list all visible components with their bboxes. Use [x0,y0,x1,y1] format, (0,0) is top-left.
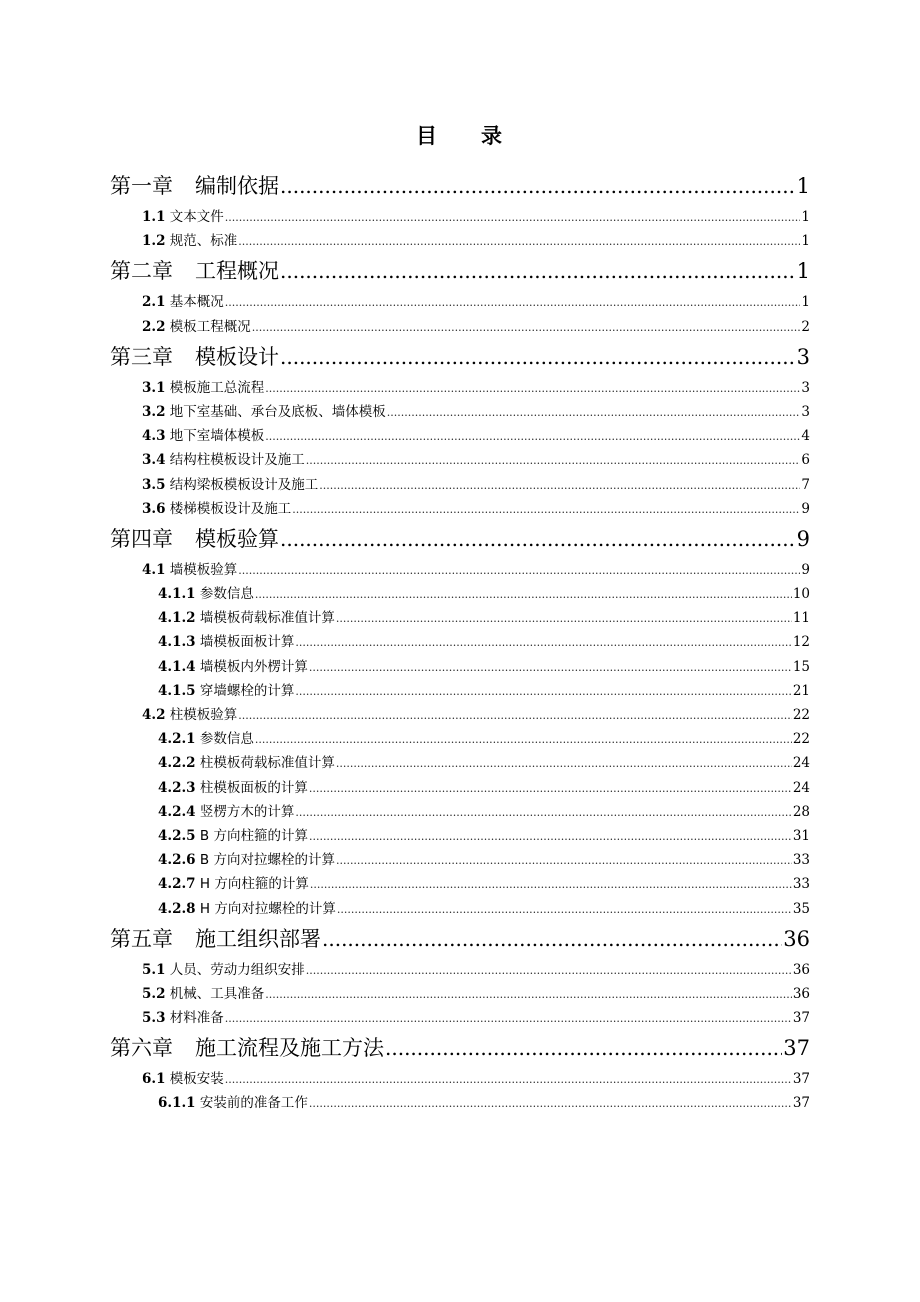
toc-page-number: 1 [801,233,810,250]
toc-entry-text: 人员、劳动力组织安排 [169,961,305,978]
toc-entry-text: 安装前的准备工作 [199,1095,308,1112]
toc-entry-text: 墙模板内外楞计算 [199,658,308,675]
toc-entry-number: 第三章 [110,344,173,369]
toc-entry-number: 第六章 [110,1036,173,1061]
toc-entry-label [158,1091,308,1111]
toc-entry-text: 结构梁板模板设计及施工 [169,476,319,493]
toc-leader-dots [322,927,782,951]
toc-leader-dots [238,709,792,722]
toc-section-entry[interactable] [110,1067,810,1091]
toc-entry-text: 墙模板面板计算 [199,634,295,651]
toc-leader-dots [309,830,792,843]
toc-leader-dots [280,527,796,551]
toc-entry-number: 4.1.3 [158,634,196,651]
toc-section-entry[interactable] [110,897,810,921]
toc-leader-dots [309,1097,792,1110]
toc-entry-number: 4.2.4 [158,803,196,820]
toc-title [0,120,920,150]
toc-entry-text: 材料准备 [169,1010,224,1027]
toc-section-entry[interactable] [110,497,810,521]
toc-page-number: 31 [792,827,810,844]
toc-page-number: 3 [801,379,810,396]
toc-leader-dots [252,321,801,334]
toc-section-entry[interactable] [110,424,810,448]
toc-entry-text: 模板验算 [195,526,279,551]
toc-page-number: 10 [792,586,810,603]
toc-leader-dots [295,685,791,698]
toc-page-number: 36 [792,985,810,1002]
toc-entry-label [110,255,279,285]
toc-leader-dots [238,564,800,577]
toc-entry-text: 竖楞方木的计算 [199,803,295,820]
toc-leader-dots [265,988,792,1001]
toc-leader-dots [336,854,792,867]
toc-page-number: 1 [796,259,810,284]
toc-entry-text: 模板工程概况 [169,318,251,335]
toc-entry-number: 4.2.7 [158,876,196,893]
toc-entry-label [142,290,224,310]
toc-entry-text: 机械、工具准备 [169,985,265,1002]
toc-leader-dots [265,430,800,443]
toc-section-entry[interactable] [110,606,810,630]
toc-entry-text: 文本文件 [169,209,224,225]
toc-leader-dots [255,733,792,746]
toc-entry-label [158,630,294,650]
toc-entry-number: 3.4 [142,452,166,469]
toc-entry-label [142,448,305,468]
toc-entry-text: 规范、标准 [169,233,238,250]
toc-section-entry[interactable] [110,727,810,751]
toc-page-number: 2 [801,318,810,335]
toc-entry-text: 编制依据 [195,174,279,198]
toc-leader-dots [265,382,800,395]
toc-leader-dots [306,964,792,977]
toc-entry-text: 柱模板荷载标准值计算 [199,755,335,772]
toc-section-entry[interactable] [110,558,810,582]
toc-entry-label [158,776,308,796]
toc-entry-text: H 方向对拉螺栓的计算 [199,900,336,917]
toc-page-number: 36 [783,926,810,951]
toc-leader-dots [292,503,800,516]
toc-entry-label [158,872,309,892]
toc-chapter-entry[interactable] [110,341,810,371]
toc-entry-text: 穿墙螺栓的计算 [199,682,295,699]
toc-entry-text: 地下室基础、承台及底板、墙体模板 [169,403,386,420]
toc-page-number: 1 [796,174,810,198]
toc-section-entry[interactable] [110,1091,810,1115]
toc-entry-label [142,558,237,578]
toc-entry-label [142,703,237,723]
toc-entry-label [110,170,279,200]
toc-entry-number: 4.2.1 [158,731,196,748]
toc-chapter-entry[interactable] [110,523,810,553]
toc-entry-text: 墙模板荷载标准值计算 [199,610,335,627]
toc-section-entry[interactable] [110,315,810,339]
toc-page-number: 22 [792,731,810,748]
table-of-contents [110,168,810,1116]
toc-page-number: 37 [792,1095,810,1112]
toc-section-entry[interactable] [110,655,810,679]
toc-section-entry[interactable] [110,800,810,824]
toc-entry-label [142,315,251,335]
toc-entry-text: 参数信息 [199,586,254,603]
toc-entry-label [158,606,335,626]
toc-entry-text: 施工流程及施工方法 [195,1036,384,1061]
toc-leader-dots [337,903,792,916]
toc-entry-number: 6.1 [142,1071,166,1088]
toc-entry-text: B 方向对拉螺栓的计算 [199,852,335,869]
toc-section-entry[interactable] [110,400,810,424]
toc-entry-label [158,897,336,917]
toc-leader-dots [225,211,801,224]
toc-leader-dots [280,174,796,198]
toc-chapter-entry[interactable] [110,170,810,200]
toc-entry-text: 结构柱模板设计及施工 [169,452,305,469]
toc-entry-label [158,824,308,844]
toc-entry-label [142,1006,224,1026]
toc-section-entry[interactable] [110,848,810,872]
toc-entry-label [142,205,224,225]
toc-entry-number: 4.1.5 [158,682,196,699]
toc-section-entry[interactable] [110,448,810,472]
toc-leader-dots [310,878,792,891]
toc-entry-text: H 方向柱箍的计算 [199,876,309,893]
toc-leader-dots [309,661,792,674]
toc-entry-text: 墙模板验算 [169,561,238,578]
toc-page-number: 11 [792,610,810,627]
toc-page-number: 3 [796,344,810,369]
toc-leader-dots [309,782,792,795]
toc-page-number: 24 [792,755,810,772]
toc-entry-text: 地下室墙体模板 [169,428,265,445]
toc-page-number: 15 [792,658,810,675]
toc-page-number: 33 [792,876,810,893]
toc-entry-number: 5.3 [142,1010,166,1027]
toc-entry-text: 基本概况 [169,294,224,311]
toc-page-number: 37 [792,1071,810,1088]
toc-section-entry[interactable] [110,205,810,229]
toc-entry-label [158,751,335,771]
toc-entry-number: 5.2 [142,985,166,1002]
toc-leader-dots [225,1073,792,1086]
toc-section-entry[interactable] [110,703,810,727]
toc-entry-number: 1.1 [142,209,166,225]
toc-entry-number: 4.1 [142,561,166,578]
toc-entry-text: 模板设计 [195,344,279,369]
toc-entry-number: 第一章 [110,174,173,198]
toc-entry-number: 3.5 [142,476,166,493]
toc-entry-text: 工程概况 [195,259,279,284]
toc-entry-label [110,523,279,553]
toc-leader-dots [225,1012,792,1025]
toc-entry-number: 4.3 [142,428,166,445]
toc-entry-label [142,400,386,420]
toc-entry-text: 参数信息 [199,731,254,748]
toc-page-number: 22 [792,707,810,723]
toc-entry-number: 5.1 [142,961,166,978]
toc-entry-number: 1.2 [142,233,166,250]
toc-section-entry[interactable] [110,872,810,896]
toc-leader-dots [280,345,796,369]
toc-entry-label [158,655,308,675]
toc-entry-number: 4.1.2 [158,610,196,627]
toc-entry-number: 3.1 [142,379,166,396]
toc-section-entry[interactable] [110,582,810,606]
toc-entry-number: 4.1.1 [158,586,196,603]
toc-entry-number: 第四章 [110,526,173,551]
toc-entry-number: 4.2 [142,707,166,723]
toc-entry-label [142,958,305,978]
toc-entry-label [158,848,335,868]
toc-entry-text: 施工组织部署 [195,926,321,951]
toc-leader-dots [295,806,791,819]
toc-chapter-entry[interactable] [110,923,810,953]
toc-entry-label [142,497,291,517]
toc-section-entry[interactable] [110,679,810,703]
toc-entry-label [142,376,264,396]
toc-leader-dots [319,479,800,492]
toc-entry-number: 第五章 [110,926,173,951]
toc-entry-label [158,582,254,602]
toc-entry-text: B 方向柱箍的计算 [199,827,308,844]
toc-entry-number: 4.2.6 [158,852,196,869]
toc-entry-label [142,1067,224,1087]
toc-entry-number: 4.2.2 [158,755,196,772]
toc-section-entry[interactable] [110,824,810,848]
toc-section-entry[interactable] [110,290,810,314]
toc-leader-dots [225,296,801,309]
toc-entry-number: 6.1.1 [158,1095,196,1112]
toc-entry-label [158,800,294,820]
toc-entry-label [110,1032,384,1062]
toc-page-number: 1 [801,294,810,311]
toc-leader-dots [387,406,801,419]
toc-leader-dots [280,259,796,283]
toc-page-number: 37 [783,1036,810,1061]
toc-entry-number: 3.6 [142,500,166,517]
toc-entry-label [110,923,321,953]
toc-entry-label [142,982,264,1002]
toc-page-number: 28 [792,803,810,820]
toc-page-number: 37 [792,1010,810,1027]
toc-entry-label [142,229,237,249]
toc-leader-dots [238,235,800,248]
toc-entry-number: 第二章 [110,259,173,284]
toc-page-number: 9 [801,500,810,517]
toc-entry-number: 2.2 [142,318,166,335]
toc-entry-number: 4.1.4 [158,658,196,675]
toc-leader-dots [255,588,792,601]
toc-section-entry[interactable] [110,1006,810,1030]
toc-entry-label [158,727,254,747]
toc-page-number: 9 [801,561,810,578]
toc-page-number: 35 [792,900,810,917]
toc-entry-text: 模板安装 [169,1071,224,1088]
toc-page-number: 24 [792,779,810,796]
toc-page-number: 21 [792,682,810,699]
toc-entry-label [110,341,279,371]
toc-title-char-1: 目 [416,123,439,148]
toc-entry-text: 模板施工总流程 [169,379,265,396]
toc-section-entry[interactable] [110,376,810,400]
toc-page-number: 7 [801,476,810,493]
toc-page-number: 4 [801,428,810,445]
toc-section-entry[interactable] [110,776,810,800]
toc-section-entry[interactable] [110,982,810,1006]
toc-entry-number: 3.2 [142,403,166,420]
toc-leader-dots [295,636,791,649]
toc-page-number: 33 [792,852,810,869]
toc-entry-text: 楼梯模板设计及施工 [169,500,292,517]
toc-chapter-entry[interactable] [110,1032,810,1062]
toc-section-entry[interactable] [110,473,810,497]
toc-section-entry[interactable] [110,630,810,654]
toc-section-entry[interactable] [110,958,810,982]
toc-page-number: 6 [801,452,810,469]
toc-entry-number: 2.1 [142,294,166,311]
toc-entry-number: 4.2.5 [158,827,196,844]
toc-leader-dots [385,1036,782,1060]
toc-leader-dots [336,612,792,625]
toc-title-char-2: 录 [481,123,504,148]
toc-section-entry[interactable] [110,751,810,775]
toc-entry-text: 柱模板验算 [169,707,238,723]
toc-page-number: 36 [792,961,810,978]
toc-entry-number: 4.2.3 [158,779,196,796]
toc-leader-dots [306,454,801,467]
toc-page-number: 3 [801,403,810,420]
toc-entry-label [142,473,318,493]
toc-page-number: 12 [792,634,810,651]
toc-chapter-entry[interactable] [110,255,810,285]
toc-entry-label [158,679,294,699]
toc-page-number: 9 [796,526,810,551]
toc-entry-number: 4.2.8 [158,900,196,917]
toc-page-number: 1 [801,209,810,225]
toc-section-entry[interactable] [110,229,810,253]
toc-entry-label [142,424,264,444]
toc-leader-dots [336,757,792,770]
toc-entry-text: 柱模板面板的计算 [199,779,308,796]
